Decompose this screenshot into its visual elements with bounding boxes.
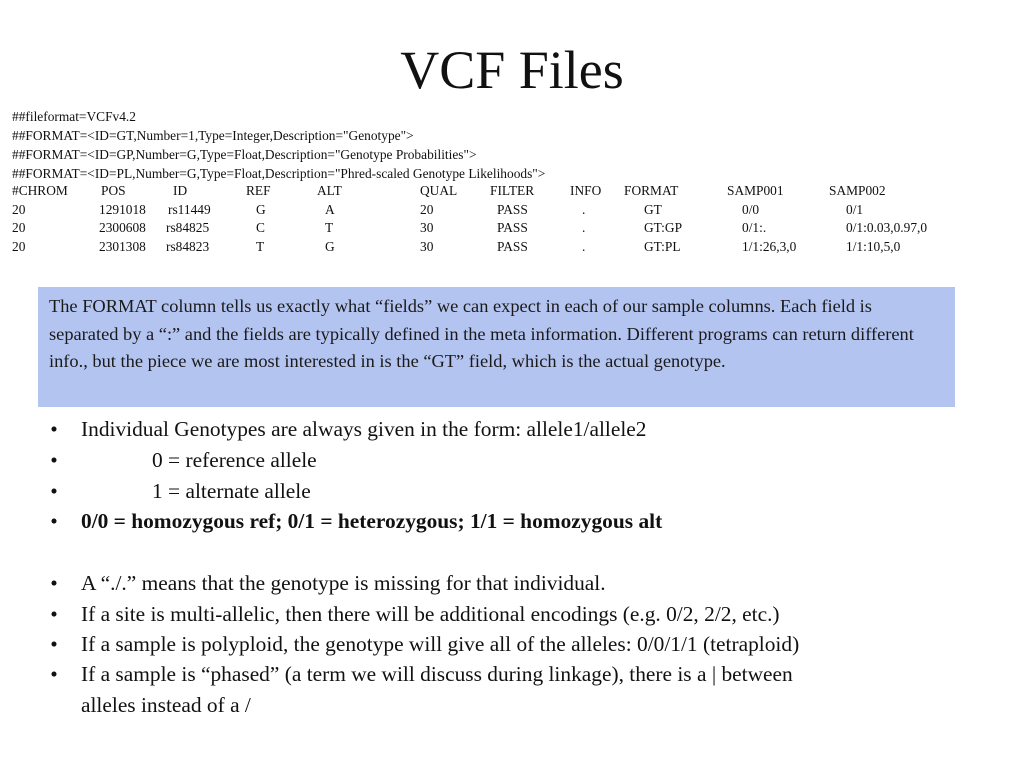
cell-samp001: 0/1:. [742,220,767,235]
bullet-icon: • [50,417,58,441]
col-samp002: SAMP002 [829,183,886,198]
col-filter: FILTER [490,183,535,198]
bullet-text: 0/0 = homozygous ref; 0/1 = heterozygous; 1/1 = homozygous alt [81,509,663,533]
cell-pos: 1291018 [99,201,146,217]
cell-ref: T [256,238,265,254]
bullet-text: 1 = alternate allele [152,479,311,503]
bullet-icon: • [50,448,58,472]
bullet-item [0,414,1000,445]
bullet-icon: • [50,632,58,656]
bullet-icon: • [50,602,58,626]
col-id: ID [173,183,188,198]
col-format: FORMAT [624,183,679,198]
bullet-text: If a sample is polyploid, the genotype will give all of the alleles: 0/0/1/1 (tetraploid) [81,632,800,656]
col-qual: QUAL [420,183,458,198]
bullet-icon: • [50,571,58,595]
col-ref: REF [246,183,271,198]
cell-qual: 30 [420,220,434,235]
bullet-item [0,568,1000,599]
cell-id: rs84825 [166,220,210,235]
col-info: INFO [570,183,602,198]
bullet-text: 0 = reference allele [152,448,317,472]
col-pos: POS [101,183,126,198]
cell-ref: C [256,220,265,235]
bullet-icon: • [50,662,58,686]
meta-line: ##fileformat=VCFv4.2 [12,109,136,124]
cell-qual: 20 [420,201,434,217]
cell-format: GT:PL [644,238,681,254]
cell-samp002: 0/1 [846,201,864,217]
col-samp001: SAMP001 [727,183,784,198]
cell-pos: 2300608 [99,220,146,235]
cell-alt: A [325,201,335,217]
bullet-text: alleles instead of a / [81,693,251,717]
bullet-text: If a sample is “phased” (a term we will discuss during linkage), there is a | between [81,662,793,686]
cell-format: GT [644,201,662,217]
cell-chrom: 20 [12,201,26,217]
bullet-item [0,506,1000,537]
cell-alt: G [325,238,335,254]
cell-alt: T [325,220,334,235]
cell-filter: PASS [497,201,528,217]
bullet-text: If a site is multi-allelic, then there will be additional encodings (e.g. 0/2, 2/2, etc.) [81,602,780,626]
bullet-item [0,599,1000,630]
cell-ref: G [256,201,266,217]
callout-text: The FORMAT column tells us exactly what “fields” we can expect in each of our sample columns. Each field is separated by a “:” and the fields are typically defined in the meta information. Different programs can return different info., but the piece we are most interested in is the “GT” field, which is the actual genotype. [49,296,914,371]
cell-format: GT:GP [644,220,683,235]
cell-chrom: 20 [12,238,26,254]
meta-line: ##FORMAT=<ID=PL,Number=G,Type=Float,Description="Phred-scaled Genotype Likelihoods"> [12,166,546,181]
cell-pos: 2301308 [99,238,146,254]
bullet-item [0,445,1000,476]
col-chrom: #CHROM [12,183,68,198]
bullet-item [0,629,1000,660]
cell-id: rs84823 [166,238,210,254]
format-explanation-callout [38,287,955,407]
bullet-icon: • [50,479,58,503]
cell-id: rs11449 [168,201,211,217]
meta-line: ##FORMAT=<ID=GP,Number=G,Type=Float,Description="Genotype Probabilities"> [12,147,477,162]
vcf-meta-header [12,107,545,183]
bullet-icon: • [50,509,58,533]
bullet-text: A “./.” means that the genotype is missing for that individual. [81,571,606,595]
cell-samp002: 0/1:0.03,0.97,0 [846,220,928,235]
bullet-item [0,476,1000,507]
cell-qual: 30 [420,238,434,254]
cell-info: . [582,238,586,254]
col-alt: ALT [317,183,342,198]
cell-samp002: 1/1:10,5,0 [846,238,901,254]
cell-info: . [582,201,586,217]
cell-filter: PASS [497,238,528,254]
cell-info: . [582,220,586,235]
bullet-item [0,659,1000,690]
bullet-continuation [0,690,1000,721]
cell-samp001: 0/0 [742,201,760,217]
cell-filter: PASS [497,220,528,235]
cell-samp001: 1/1:26,3,0 [742,238,797,254]
bullet-text: Individual Genotypes are always given in the form: allele1/allele2 [81,417,647,441]
slide-title: VCF Files [400,40,624,100]
cell-chrom: 20 [12,220,26,235]
meta-line: ##FORMAT=<ID=GT,Number=1,Type=Integer,Description="Genotype"> [12,128,414,143]
